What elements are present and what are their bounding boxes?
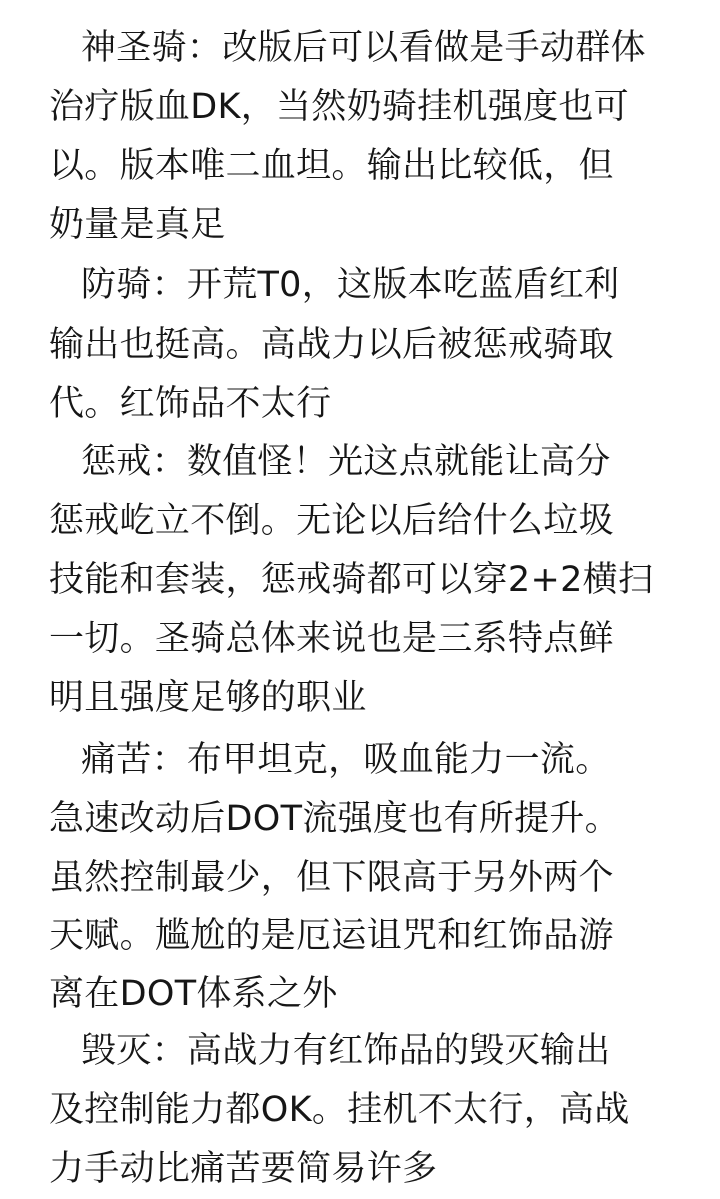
paragraph-1-line-3: 以。版本唯二血坦。输出比较低，但 [49, 146, 614, 186]
paragraph-2-line-3: 代。红饰品不太行 [49, 384, 332, 424]
paragraph-2-line-1: 防骑：开荒T0，这版本吃蓝盾红利 [81, 265, 620, 305]
paragraph-3-line-4: 一切。圣骑总体来说也是三系特点鲜 [49, 619, 614, 659]
paragraph-5-line-1: 毁灭：高战力有红饰品的毁灭输出 [81, 1031, 611, 1071]
paragraph-5-line-2: 及控制能力都OK。挂机不太行，高战 [49, 1090, 630, 1130]
paragraph-3-line-1: 惩戒：数值怪！光这点就能让高分 [81, 442, 611, 482]
paragraph-4-line-2: 急速改动后DOT流强度也有所提升。 [49, 799, 620, 839]
paragraph-4-line-1: 痛苦：布甲坦克，吸血能力一流。 [81, 740, 611, 780]
paragraph-1-line-2: 治疗版血DK，当然奶骑挂机强度也可 [49, 87, 630, 127]
paragraph-1-line-1: 神圣骑：改版后可以看做是手动群体 [81, 28, 646, 68]
paragraph-4-line-3: 虽然控制最少，但下限高于另外两个 [49, 858, 614, 898]
paragraph-3-line-5: 明且强度足够的职业 [49, 678, 367, 718]
paragraph-5-line-3: 力手动比痛苦要简易许多 [49, 1149, 438, 1189]
paragraph-1-line-4: 奶量是真足 [49, 205, 226, 245]
paragraph-4-line-4: 天赋。尴尬的是厄运诅咒和红饰品游 [49, 916, 614, 956]
paragraph-4-line-5: 离在DOT体系之外 [49, 974, 338, 1014]
paragraph-3-line-2: 惩戒屹立不倒。无论以后给什么垃圾 [49, 501, 614, 541]
paragraph-3-line-3: 技能和套装，惩戒骑都可以穿2+2横扫 [49, 560, 654, 600]
paragraph-2-line-2: 输出也挺高。高战力以后被惩戒骑取 [49, 325, 614, 365]
